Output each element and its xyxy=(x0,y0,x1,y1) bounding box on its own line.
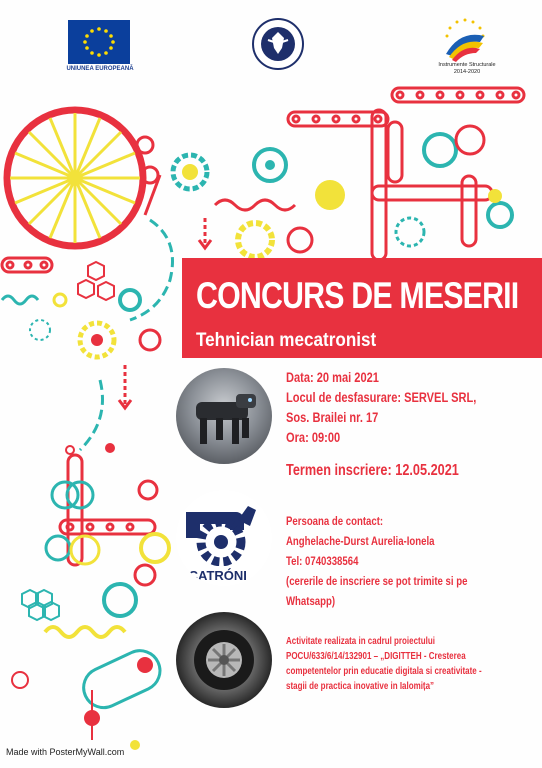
hexagons-left xyxy=(78,262,114,300)
contact-note-cont: Whatsapp) xyxy=(286,594,336,608)
instrumente-structurale-label: Instrumente Structurale 2014-2020 xyxy=(438,62,496,75)
project-info: Activitate realizata in cadrul proiectului POCU/633/6/14/132901 – „DIGITTEH - Cresterea competentelor prin educatie digitala si creativitate - stagii de practica inovative in Ialomița” xyxy=(286,636,482,692)
contact-name: Anghelache-Durst Aurelia-Ionela xyxy=(286,534,435,548)
contact-note: (cererile de inscriere se pot trimite si pe xyxy=(286,574,468,588)
event-date: Data: 20 mai 2021 xyxy=(286,370,379,385)
wheel-gears-photo xyxy=(176,612,272,708)
instrumente-structurale-logo xyxy=(440,16,490,62)
event-location: Locul de desfasurare: SERVEL SRL, xyxy=(286,390,477,405)
gear-icons-left xyxy=(30,320,160,357)
footer-credit: Made with PosterMyWall.com xyxy=(6,747,125,757)
robot-dog-icon xyxy=(176,368,272,464)
mecatronic-logo xyxy=(176,490,272,586)
government-seal-logo xyxy=(252,18,304,70)
eu-flag-logo xyxy=(68,20,130,64)
chain-left xyxy=(2,258,52,272)
robot-photo xyxy=(176,368,272,464)
eu-stars-icon xyxy=(68,20,130,64)
event-details xyxy=(286,368,476,448)
eu-logo-label: UNIUNEA EUROPEANĂ xyxy=(66,66,134,72)
page-title: CONCURS DE MESERII xyxy=(196,275,519,316)
page-subtitle: Tehnician mecatronist xyxy=(196,330,377,351)
mecatronic-gear-icon xyxy=(176,490,272,586)
mecatronic-logo-text: ECATRÓNI xyxy=(180,568,247,583)
gear-icons-top xyxy=(137,126,512,257)
event-address: Sos. Brailei nr. 17 xyxy=(286,410,379,425)
contact-phone: Tel: 0740338564 xyxy=(286,554,359,568)
contact-details xyxy=(286,511,467,611)
wheel-icon xyxy=(176,612,272,708)
belt-bottom xyxy=(77,644,166,714)
registration-deadline: Termen inscriere: 12.05.2021 xyxy=(286,462,459,479)
contact-heading: Persoana de contact: xyxy=(286,514,384,528)
chain-top xyxy=(288,88,524,260)
hexagons-bottom xyxy=(22,590,59,620)
bicycle-wheel-icon xyxy=(7,110,143,246)
event-time: Ora: 09:00 xyxy=(286,430,341,445)
